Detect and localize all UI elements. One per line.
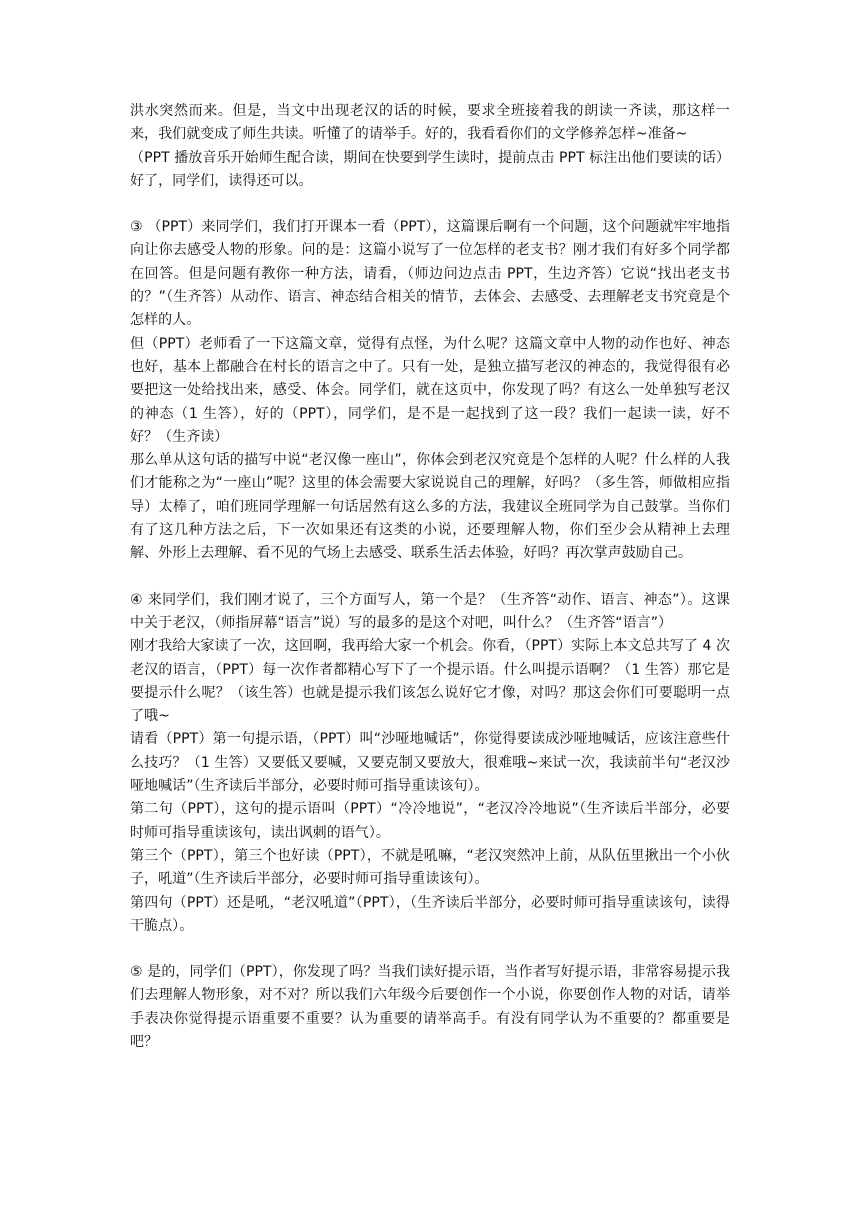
section-gap <box>130 193 730 216</box>
section-gap <box>130 938 730 961</box>
paragraph-7: 刚才我给大家读了一次，这回啊，我再给大家一个机会。你看，（PPT）实际上本文总共写了 4 次老汉的语言，（PPT）每一次作者都精心写下了一个提示语。什么叫提示语啊？（1 生答）那它是要提示什么呢？（该生答）也就是提示我们该怎么说好它才像，对吗？那这会你们可要聪明一点了哦~ <box>130 638 730 725</box>
document-body <box>130 100 730 1054</box>
paragraph-section-5: ⑤ 是的，同学们（PPT），你发现了吗？当我们读好提示语，当作者写好提示语，非常容易提示我们去理解人物形象，对不对？所以我们六年级今后要创作一个小说，你要创作人物的对话，请举手表决你觉得提示语重要不重要？认为重要的请举高手。有没有同学认为不重要的？都重要是吧？ <box>130 964 730 1050</box>
paragraph-1: 洪水突然而来。但是，当文中出现老汉的话的时候，要求全班接着我的朗读一齐读，那这样一来，我们就变成了师生共读。听懂了的请举手。好的，我看看你们的文学修养怎样~准备~ <box>130 103 730 143</box>
paragraph-11: 第四句（PPT）还是吼，“老汉吼道”（PPT），（生齐读后半部分，必要时师可指导重读该句，读得干脆点）。 <box>130 894 730 934</box>
paragraph-9: 第二句（PPT），这句的提示语叫（PPT）“冷冷地说”，“老汉冷冷地说”（生齐读后半部分，必要时师可指导重读该句，读出讽刺的语气）。 <box>130 801 730 841</box>
paragraph-section-3: ③ （PPT）来同学们，我们打开课本一看（PPT），这篇课后啊有一个问题，这个问题就牢牢地指向让你去感受人物的形象。问的是：这篇小说写了一位怎样的老支书？刚才我们有好多个同学都在回答。但是问题有教你一种方法，请看，（师边问边点击 PPT，生边齐答）它说“找出老支书的？”（生齐答）从动作、语言、神态结合相关的情节，去体会、去感受、去理解老支书究竟是个怎样的人。 <box>130 219 730 329</box>
paragraph-4: 但（PPT）老师看了一下这篇文章，觉得有点怪，为什么呢？这篇文章中人物的动作也好、神态也好，基本上都融合在村长的语言之中了。只有一处，是独立描写老汉的神态的，我觉得很有必要把这一处给找出来，感受、体会。同学们，就在这页中，你发现了吗？有这么一处单独写老汉的神态（1 生答），好的（PPT），同学们，是不是一起找到了这一段？我们一起读一读，好不好？（生齐读） <box>130 335 730 445</box>
paragraph-section-4: ④ 来同学们，我们刚才说了，三个方面写人，第一个是？（生齐答“动作、语言、神态”）。这课中关于老汉，（师指屏幕“语言”说）写的最多的是这个对吧，叫什么？（生齐答“语言”） <box>130 591 730 631</box>
paragraph-5: 那么单从这句话的描写中说“老汉像一座山”，你体会到老汉究竟是个怎样的人呢？什么样的人我们才能称之为“一座山”呢？这里的体会需要大家说说自己的理解，好吗？（多生答，师做相应指导）太棒了，咱们班同学理解一句话居然有这么多的方法，我建议全班同学为自己鼓掌。当你们有了这几种方法之后，下一次如果还有这类的小说，还要理解人物，你们至少会从精神上去理解、外形上去理解、看不见的气场上去感受、联系生活去体验，好吗？再次掌声鼓励自己。 <box>130 452 730 562</box>
paragraph-8: 请看（PPT）第一句提示语，（PPT）叫“沙哑地喊话”，你觉得要读成沙哑地喊话，应该注意些什么技巧？（1 生答）又要低又要喊，又要克制又要放大，很难哦~来试一次，我读前半句“老汉沙哑地喊话”（生齐读后半部分，必要时师可指导重读该句）。 <box>130 731 730 795</box>
paragraph-10: 第三个（PPT），第三个也好读（PPT），不就是吼嘛，“老汉突然冲上前，从队伍里揪出一个小伙子，吼道”（生齐读后半部分，必要时师可指导重读该句）。 <box>130 847 730 888</box>
paragraph-2: （PPT 播放音乐开始师生配合读，期间在快要到学生读时，提前点击 PPT 标注出他们要读的话）好了，同学们，读得还可以。 <box>130 149 730 189</box>
section-gap <box>130 566 730 589</box>
